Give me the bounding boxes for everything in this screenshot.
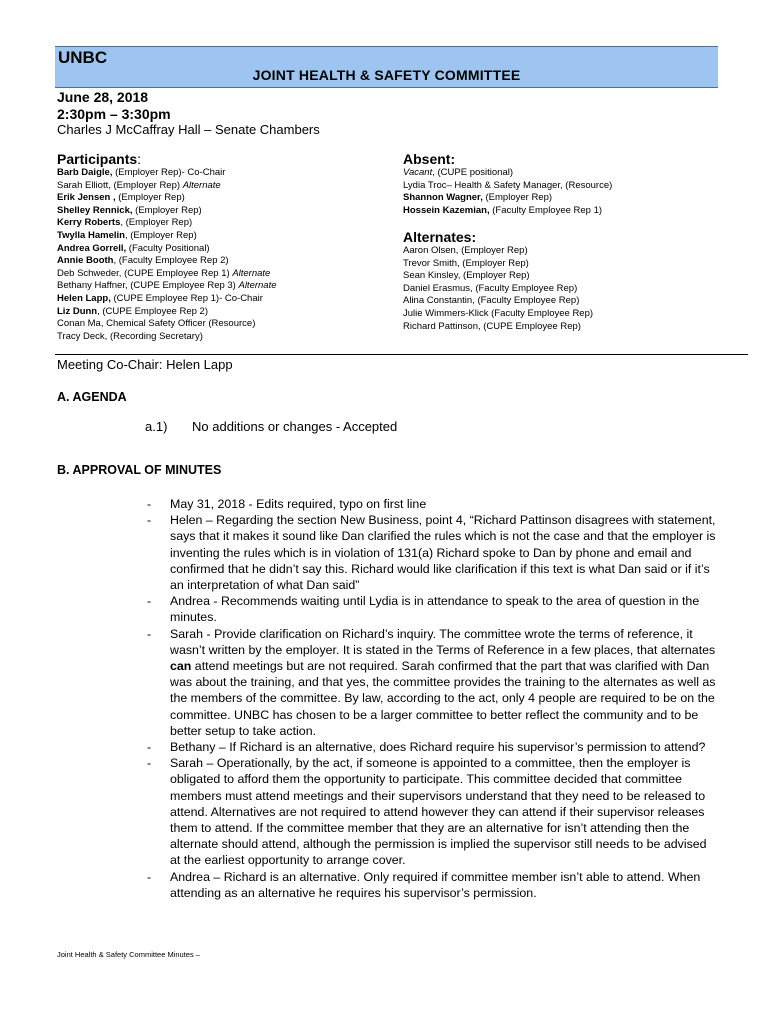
absent-list bbox=[403, 167, 612, 217]
alternate-item: Daniel Erasmus, (Faculty Employee Rep) bbox=[403, 282, 578, 294]
minutes-item bbox=[141, 755, 716, 868]
participant-name: Bethany Haffner, bbox=[57, 280, 128, 292]
participant-role: (CUPE Employee Rep 3) bbox=[127, 280, 239, 292]
minutes-item bbox=[141, 512, 716, 593]
participant-role: , (CUPE Employee Rep 2) bbox=[97, 305, 208, 317]
participant-item bbox=[57, 167, 277, 180]
participant-item bbox=[57, 306, 277, 319]
participant-item bbox=[57, 280, 277, 293]
participant-item bbox=[57, 331, 277, 344]
meeting-cochair: Meeting Co-Chair: Helen Lapp bbox=[57, 357, 233, 372]
participant-name: Kerry Roberts bbox=[57, 217, 121, 229]
participant-role: (Faculty Positional) bbox=[126, 242, 210, 254]
participant-role: (Recording Secretary) bbox=[107, 330, 203, 342]
participants-heading: Participants: bbox=[57, 151, 142, 167]
participant-role: , (Faculty Employee Rep 2) bbox=[113, 255, 229, 267]
agenda-heading: A. AGENDA bbox=[57, 390, 127, 404]
participant-role: (CUPE Employee Rep 1) bbox=[121, 267, 233, 279]
alternate-item: Richard Pattinson, (CUPE Employee Rep) bbox=[403, 320, 581, 332]
minutes-text: Andrea – Richard is an alternative. Only required if committee member isn’t able to attend. When attending as an alternative he requires his supervisor’s permission. bbox=[170, 869, 701, 900]
participant-item bbox=[57, 230, 277, 243]
minutes-text: May 31, 2018 - Edits required, typo on first line bbox=[170, 497, 427, 511]
participant-role: , (Employer Rep) bbox=[120, 217, 193, 229]
absent-item bbox=[403, 180, 612, 193]
minutes-text: Sarah – Operationally, by the act, if someone is appointed to a committee, then the employer is obligated to afford them the opportunity to participate. This committee decided that committee members must attend meetings and their supervisors understand that they need to be released to attend. Alternatives are not required to attend however they can attend if their supervisor releases them to attend. If the committee member that they are an alternative for isn’t attending then the alternate should attend, although the permission is implied the supervisor still needs to be advised at the earliest opportunity to arrange cover. bbox=[170, 756, 707, 868]
meeting-time: 2:30pm – 3:30pm bbox=[57, 106, 171, 122]
meeting-location: Charles J McCaffray Hall – Senate Chambers bbox=[57, 122, 320, 137]
participant-name: Sarah Elliott, bbox=[57, 179, 111, 191]
minutes-item bbox=[141, 626, 716, 739]
minutes-emphasis: can bbox=[170, 659, 192, 674]
participant-name: Tracy Deck, bbox=[57, 330, 108, 342]
participant-name: Shelley Rennick, bbox=[57, 204, 133, 216]
participant-item bbox=[57, 192, 277, 205]
participant-name: Deb Schweder, bbox=[57, 267, 122, 279]
absent-item bbox=[403, 167, 612, 180]
participants-list bbox=[57, 167, 277, 343]
minutes-text: Andrea - Recommends waiting until Lydia is in attendance to speak to the area of question in the minutes. bbox=[170, 594, 700, 625]
participant-note: Alternate bbox=[232, 267, 271, 279]
page-footer: Joint Health & Safety Committee Minutes – bbox=[57, 950, 200, 959]
participant-name: Andrea Gorrell, bbox=[57, 242, 127, 254]
participant-item bbox=[57, 180, 277, 193]
participant-item bbox=[57, 243, 277, 256]
participant-name: Twylla Hamelin bbox=[57, 229, 125, 241]
participant-item bbox=[57, 268, 277, 281]
alternates-heading: Alternates: bbox=[403, 229, 477, 245]
participant-note: Alternate bbox=[182, 179, 221, 191]
minutes-text: attend meetings but are not required. Sarah confirmed that the part that was clarified with Dan was about the training, and that yes, the committee provides the training to the alternates as well as the members of the committee. By law, according to the act, only 4 people are required to be on the committee. UNBC has chosen to be a larger committee to better reflect the community and to be better setup to take action. bbox=[170, 659, 716, 738]
absent-name: Vacant bbox=[403, 167, 433, 178]
alternate-item: Aaron Olsen, (Employer Rep) bbox=[403, 245, 528, 256]
minutes-heading: B. APPROVAL OF MINUTES bbox=[57, 463, 222, 477]
participant-name: Barb Daigle, bbox=[57, 167, 113, 178]
absent-heading: Absent: bbox=[403, 151, 456, 167]
minutes-text: Sarah - Provide clarification on Richard’s inquiry. The committee wrote the terms of reference, it wasn’t written by the employer. It is stated in the Terms of Reference in a few places, that alternates bbox=[170, 626, 716, 657]
minutes-text: Bethany – If Richard is an alternative, does Richard require his supervisor’s permission to attend? bbox=[170, 740, 706, 755]
participant-item bbox=[57, 318, 277, 331]
participant-role: (CUPE Employee Rep 1)- Co-Chair bbox=[110, 292, 263, 304]
alternate-item: Sean Kinsley, (Employer Rep) bbox=[403, 270, 530, 282]
participant-item bbox=[57, 293, 277, 306]
absent-item bbox=[403, 205, 612, 218]
minutes-item bbox=[141, 739, 716, 755]
absent-name: Shannon Wagner, bbox=[403, 192, 483, 204]
alternate-item: Alina Constantin, (Faculty Employee Rep) bbox=[403, 295, 580, 307]
absent-role: , (CUPE positional) bbox=[432, 167, 514, 178]
alternate-item: Trevor Smith, (Employer Rep) bbox=[403, 257, 529, 269]
participant-name: Annie Booth bbox=[57, 255, 114, 267]
absent-role: (Employer Rep) bbox=[482, 192, 553, 204]
participant-name: Erik Jensen , bbox=[57, 192, 116, 204]
org-name: UNBC bbox=[58, 48, 108, 67]
absent-name: Hossein Kazemian, bbox=[403, 204, 490, 216]
participant-role: (Employer Rep) bbox=[115, 192, 185, 204]
participant-role: (Employer Rep)- Co-Chair bbox=[112, 167, 226, 178]
participant-item bbox=[57, 205, 277, 218]
minutes-item bbox=[141, 869, 716, 901]
minutes-list bbox=[141, 496, 716, 901]
absent-role: (Faculty Employee Rep 1) bbox=[489, 204, 603, 216]
participant-name: Helen Lapp, bbox=[57, 292, 111, 304]
agenda-item-text: No additions or changes - Accepted bbox=[192, 419, 398, 434]
participant-role: , (Employer Rep) bbox=[124, 229, 197, 241]
participant-item bbox=[57, 217, 277, 230]
participant-note: Alternate bbox=[238, 280, 277, 292]
minutes-text: Helen – Regarding the section New Business, point 4, “Richard Pattinson disagrees with statement, says that it makes it sound like Dan clarified the rules which is not the case and that the employer is inventing the rules which is in violation of 131(a) Richard spoke to Dan by phone and email and confirmed that he didn’t say this. Richard would like clarification if this text is what Dan said or if it’s an interpretation of what Dan said” bbox=[170, 513, 716, 593]
absent-item bbox=[403, 192, 612, 205]
minutes-item bbox=[141, 496, 716, 512]
meeting-date: June 28, 2018 bbox=[57, 89, 149, 105]
participant-name: Liz Dunn bbox=[57, 305, 98, 317]
participant-role: (Employer Rep) bbox=[110, 179, 183, 191]
participant-name: Conan Ma, bbox=[57, 318, 104, 330]
minutes-item bbox=[141, 593, 716, 625]
committee-title: JOINT HEALTH & SAFETY COMMITTEE bbox=[252, 67, 521, 83]
alternates-list bbox=[403, 245, 593, 333]
absent-name: Lydia Troc bbox=[403, 179, 447, 191]
absent-role: – Health & Safety Manager, (Resource) bbox=[446, 179, 613, 191]
participant-item bbox=[57, 255, 277, 268]
participant-role: Chemical Safety Officer (Resource) bbox=[103, 318, 256, 330]
agenda-item-number: a.1) bbox=[145, 419, 168, 434]
alternate-item: Julie Wimmers-Klick (Faculty Employee Rep) bbox=[403, 307, 594, 319]
section-divider bbox=[55, 354, 748, 355]
participant-role: (Employer Rep) bbox=[132, 204, 202, 216]
